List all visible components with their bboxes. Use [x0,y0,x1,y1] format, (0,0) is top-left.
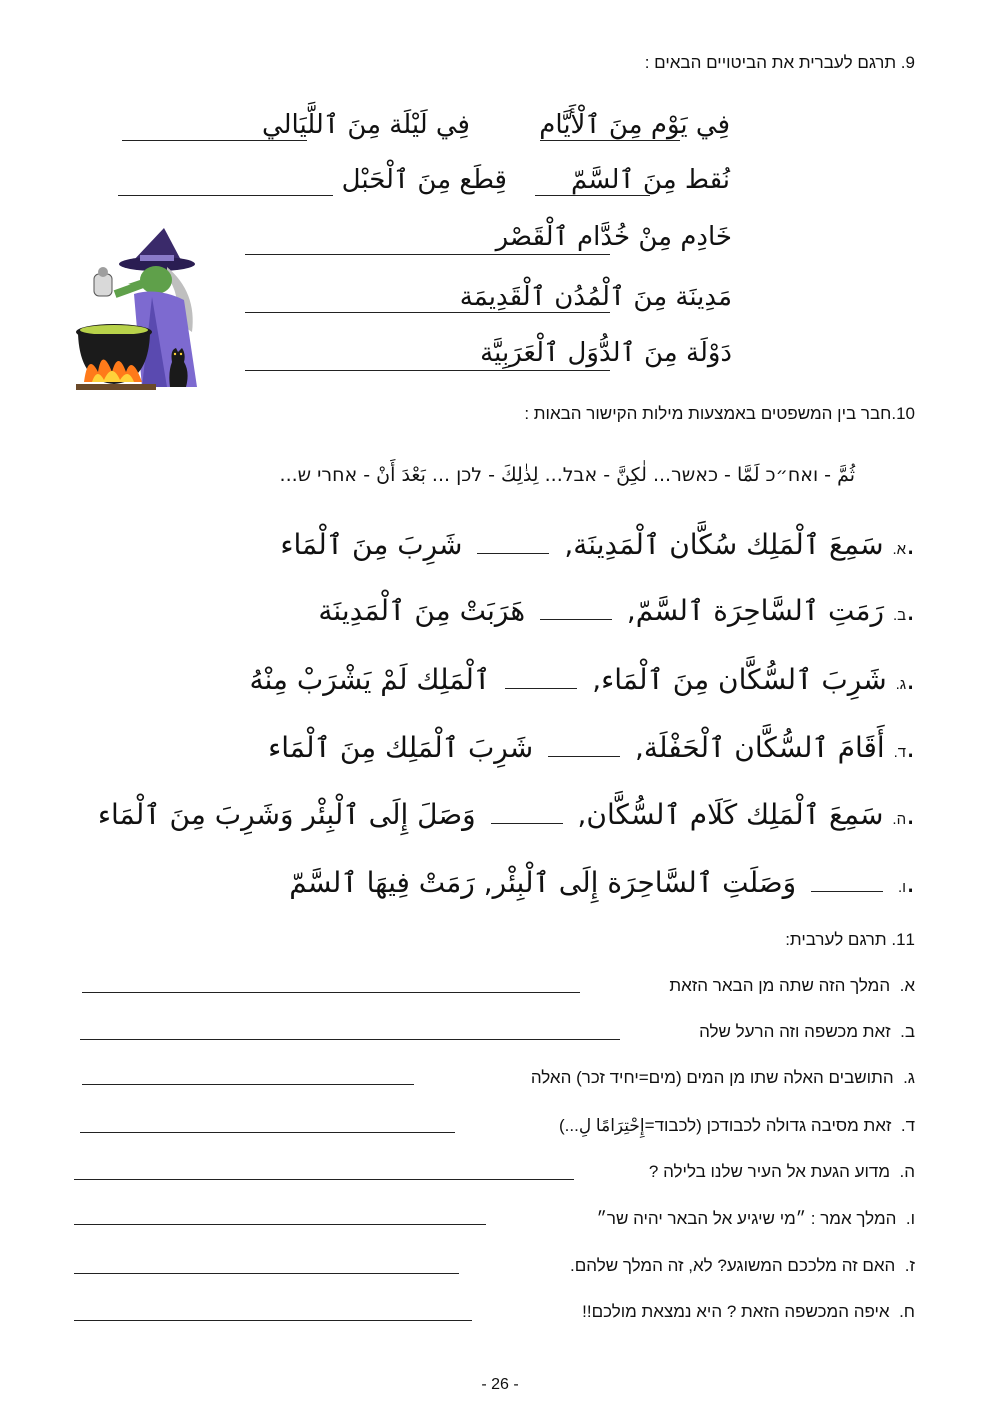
answer-line[interactable] [74,1320,472,1321]
item-letter: ח. [899,1302,915,1321]
answer-line[interactable] [74,1273,459,1274]
sentence-after: هَرَبَتْ مِنَ ٱلْمَدِينَة. [318,594,915,627]
item-text: איפה המכשפה הזאת ? היא נמצאת מולכם!! [582,1302,890,1321]
item-letter: ה. [892,811,907,828]
phrase-2: فِي لَيْلَة مِنَ ٱللَّيَالي [261,110,470,140]
translate-item [582,1302,915,1322]
answer-blank[interactable] [811,890,883,892]
connectors-list: ثُمَّ - ואח״כ لَمَّا - כאשר... لٰكِنَّ - אבל... لِذٰلِكَ - לכן ... بَعْدَ أَنْ - אחרי ש... [279,464,855,486]
item-letter: ג. [903,1068,915,1087]
phrase-4: قِطَع مِنَ ٱلْحَبْل [341,165,507,195]
translate-item [649,1162,915,1182]
answer-line[interactable] [122,140,307,141]
phrase-5: خَادِم مِنْ خُدَّام ٱلْقَصْر [495,222,732,252]
translate-item [669,976,915,996]
sentence-before: سَمِعَ ٱلْمَلِك كَلَام ٱلسُّكَّان, [577,798,884,831]
item-text: המלך אמר : ״מי שיגיע אל הבאר יהיה שר״ [596,1209,897,1228]
item-text: האם זה מלככם המשוגע? לא, זה המלך שלהם. [570,1256,896,1275]
item-letter: ב. [900,1022,915,1041]
item-text: מדוע הגעת אל העיר שלנו בלילה ? [648,1162,891,1181]
item-letter: ז. [904,1256,915,1275]
answer-line[interactable] [82,1084,414,1085]
answer-line[interactable] [74,1224,486,1225]
item-text: המלך הזה שתה מן הבאר הזאת [669,976,891,995]
item-letter: ד. [900,1116,915,1135]
item-letter: ב. [892,607,907,624]
phrase-3: نُقط مِنَ ٱلسَّمّ [571,165,730,195]
answer-blank[interactable] [477,552,549,554]
answer-line[interactable] [74,1179,574,1180]
answer-line[interactable] [535,195,650,196]
item-text: זאת מכשפה וזה הרעל שלה [699,1022,891,1041]
item-text: זאת מסיבה גדולה לכבודכן (לכבוד=إِحْتِرَامًا لِ...) [559,1116,892,1135]
answer-blank[interactable] [548,755,620,757]
item-letter: ה. [899,1162,915,1181]
answer-line[interactable] [540,140,680,141]
translate-item [570,1256,915,1276]
answer-blank[interactable] [491,822,563,824]
phrase-7: دَوْلَة مِنَ ٱلدُّوَل ٱلْعَرَبِيَّة [480,338,732,368]
item-letter: א. [899,976,915,995]
answer-line[interactable] [118,195,333,196]
item-letter: ד. [893,744,907,761]
sentence-before: شَرِبَ ٱلسُّكَّان مِنَ ٱلْمَاء, [592,663,887,696]
sentence-item [55,663,915,696]
sentence-item [55,594,915,627]
answer-line[interactable] [245,312,610,313]
item-letter: ג. [895,676,907,693]
sentence-after: ٱلْمَلِك لَمْ يَشْرَبْ مِنْهُ. [249,663,915,696]
item-letter: ו. [898,879,907,896]
sentence-item [55,798,915,831]
sentence-after: وَصَلَتِ ٱلسَّاحِرَة إِلَى ٱلْبِئْر, رَمَتْ فِيهَا ٱلسَّمّ. [289,866,915,899]
phrase-1: فِي يَوْم مِنَ ٱلْأَيَّام [539,110,730,140]
sentence-before: رَمَتِ ٱلسَّاحِرَة ٱلسَّمّ, [626,594,885,627]
answer-blank[interactable] [540,618,612,620]
exercise-9-title: 9. תרגם לעברית את הביטויים הבאים : [644,53,915,72]
sentence-item [55,866,915,899]
exercise-10-title: 10.חבר בין המשפטים באמצעות מילות הקישור הבאות : [524,404,915,423]
answer-line[interactable] [80,1039,620,1040]
item-letter: א. [892,541,907,558]
translate-item [597,1209,915,1229]
sentence-after: شَرِبَ ٱلْمَلِك مِنَ ٱلْمَاء. [268,731,915,764]
witch-cauldron-illustration [72,222,212,397]
sentence-before: سَمِعَ ٱلْمَلِك سُكَّان ٱلْمَدِينَة, [564,528,884,561]
item-letter: ו. [905,1209,915,1228]
translate-item [699,1022,915,1042]
translate-item [531,1068,915,1088]
sentence-item [55,731,915,764]
answer-line[interactable] [80,1132,455,1133]
item-text: התושבים האלה שתו מן המים (מים=יחיד זכר) האלה [530,1068,894,1087]
phrase-6: مَدِينَة مِنَ ٱلْمُدُن ٱلْقَدِيمَة [459,282,732,312]
sentence-before: أَقَامَ ٱلسُّكَّان ٱلْحَفْلَة, [635,731,885,764]
sentence-after: شَرِبَ مِنَ ٱلْمَاء. [280,528,915,561]
answer-line[interactable] [82,992,580,993]
exercise-11-title: 11. תרגם לערבית: [785,930,915,949]
answer-blank[interactable] [505,687,577,689]
translate-item [559,1116,915,1136]
answer-line[interactable] [245,370,610,371]
sentence-after: وَصَلَ إِلَى ٱلْبِئْر وَشَرِبَ مِنَ ٱلْمَاء. [97,798,915,831]
answer-line[interactable] [245,254,610,255]
page-number: - 26 - [481,1376,519,1393]
sentence-item [55,528,915,561]
